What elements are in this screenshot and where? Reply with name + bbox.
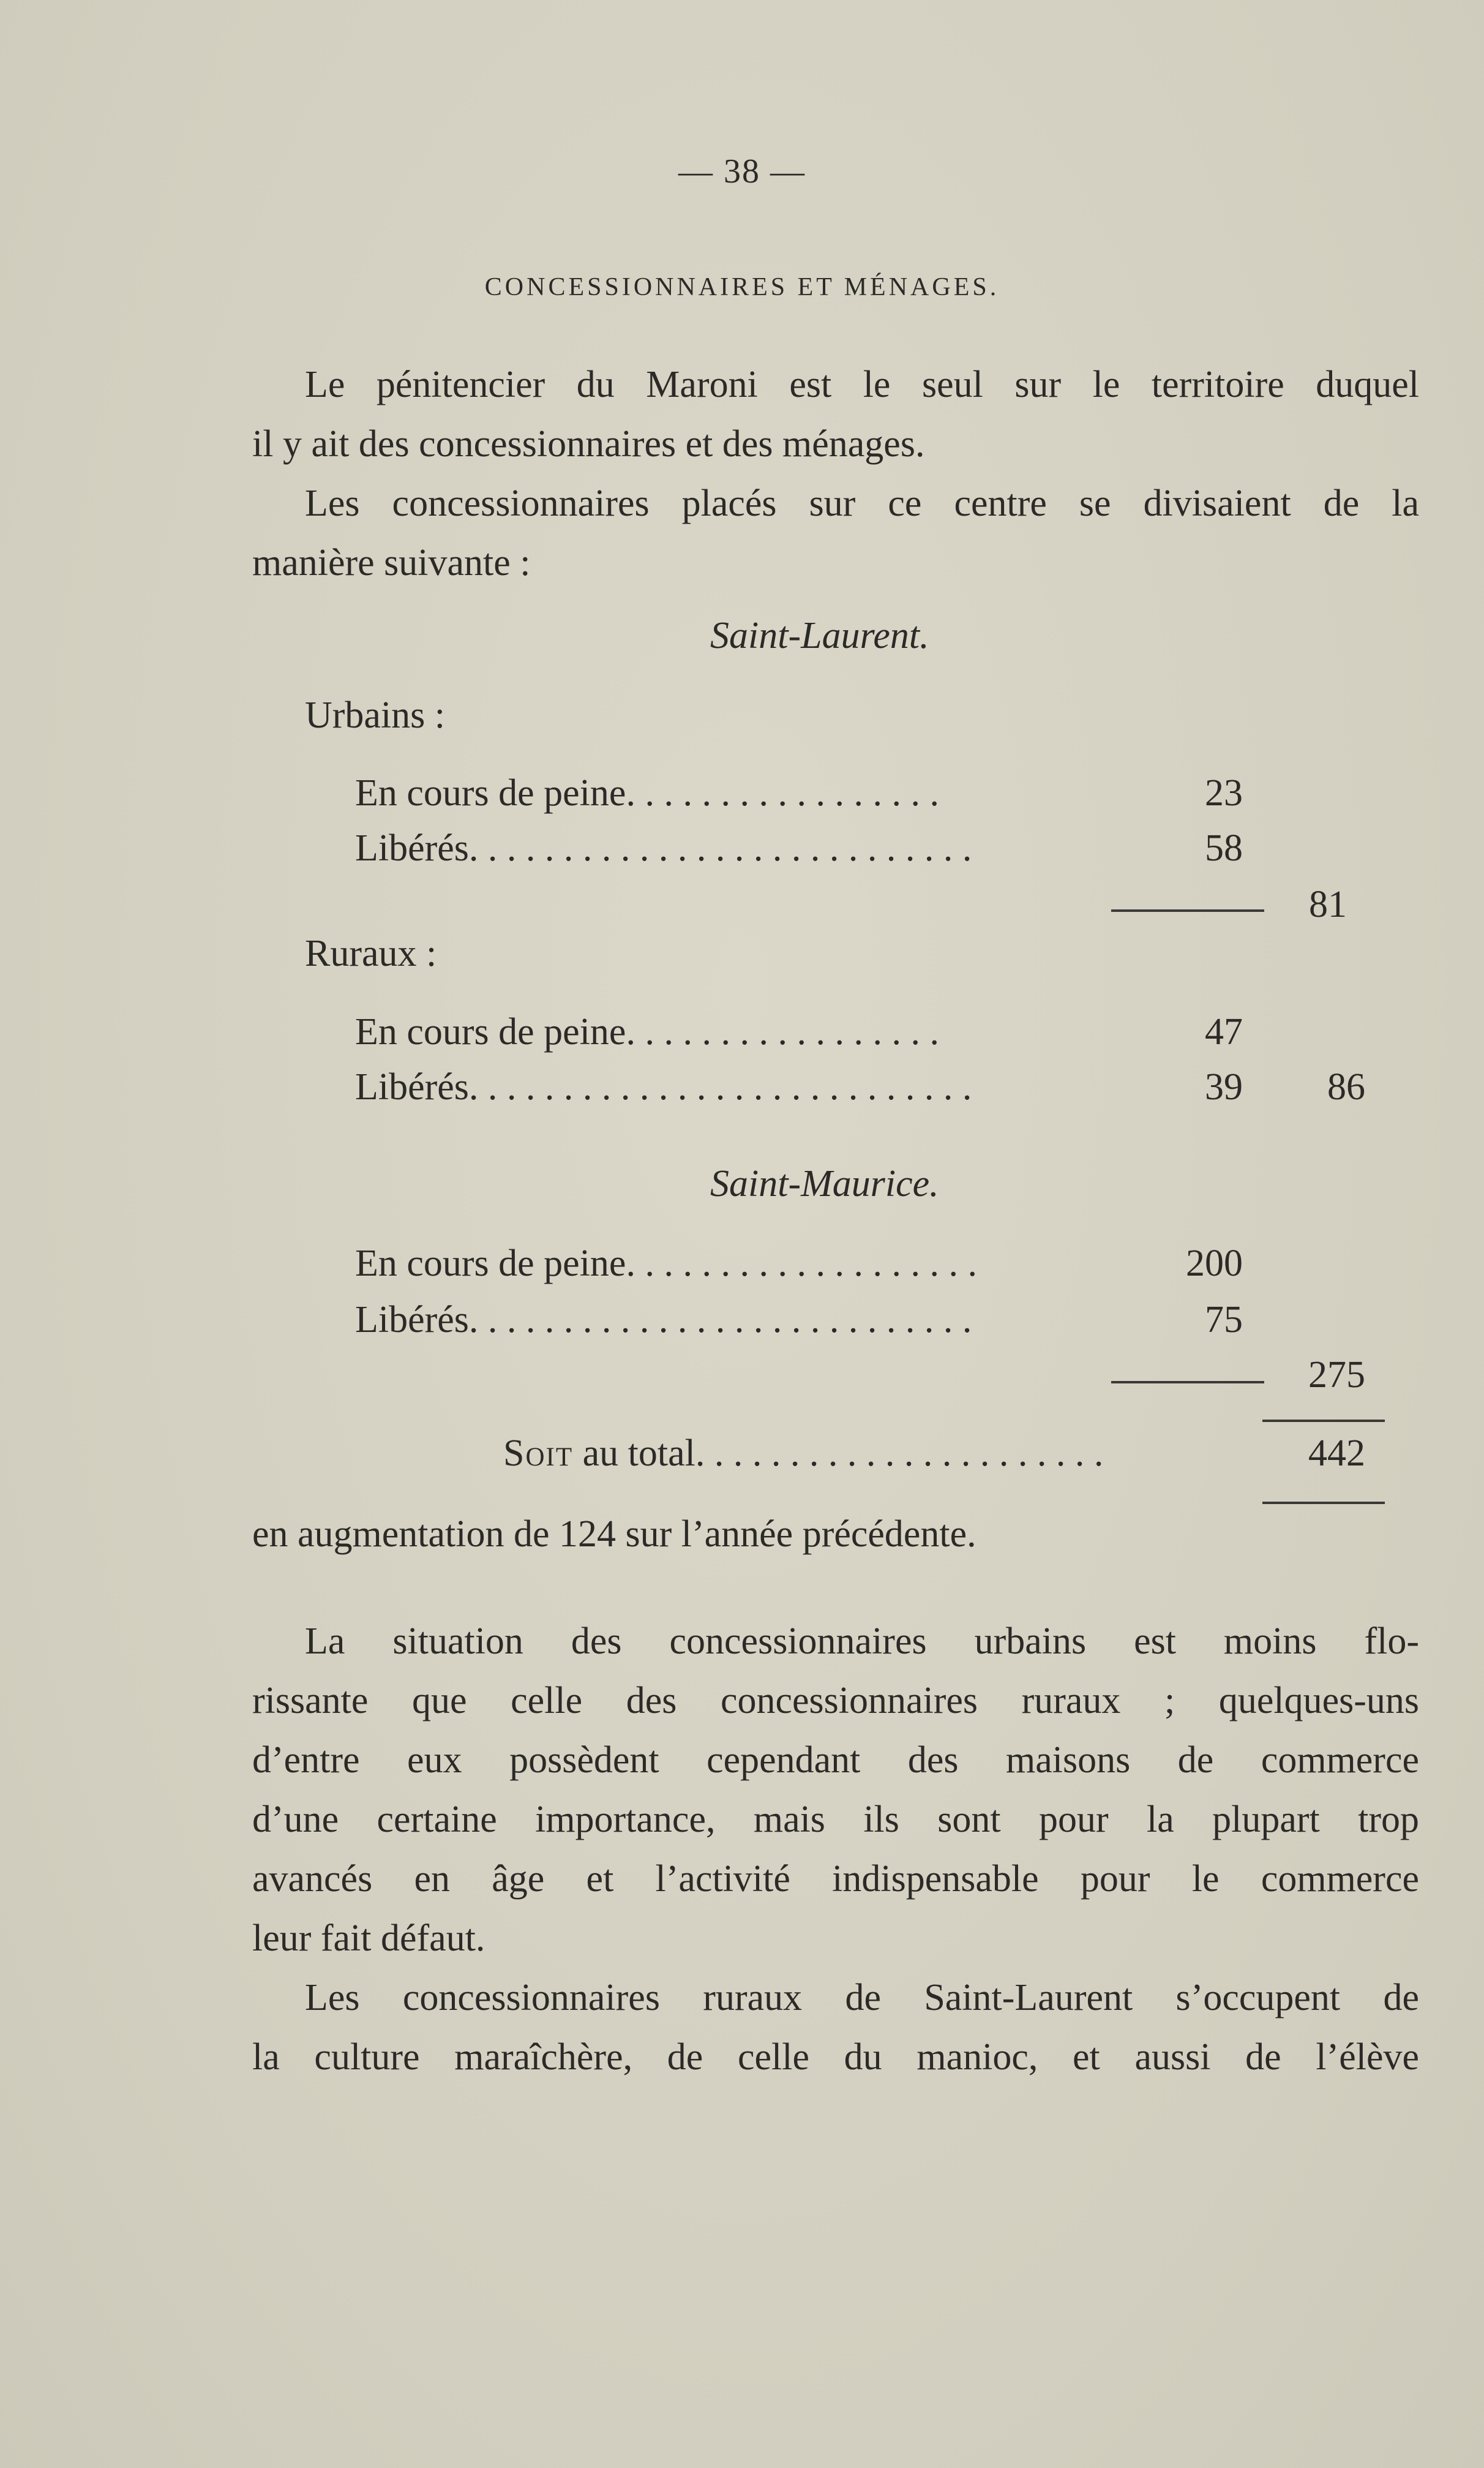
body-line: avancés en âge et l’activité indispensable pour le commerce xyxy=(252,1858,1419,1900)
subtotal-rule xyxy=(1111,1381,1264,1383)
table-row-value: 39 xyxy=(1205,1066,1243,1108)
table-row-label: Libérés. . . . . . . . . . . . . . . . . . . . . . . . . . . xyxy=(355,1299,972,1341)
after-total-text: en augmentation de 124 sur l’année précédente. xyxy=(252,1513,976,1555)
table-row-label: En cours de peine. . . . . . . . . . . . . . . . . . . xyxy=(355,1243,977,1284)
body-line: d’une certaine importance, mais ils sont pour la plupart trop xyxy=(252,1799,1419,1840)
grand-total: 442 xyxy=(1308,1432,1365,1474)
table-row-value: 47 xyxy=(1205,1011,1243,1053)
paragraph-situation xyxy=(252,1612,1419,1968)
body-line: d’entre eux possèdent cependant des maisons de commerce xyxy=(252,1739,1419,1781)
paragraph-ruraux xyxy=(252,1968,1419,2087)
total-label-rest: au total. . . . . . . . . . . . . . . . . . . . . . xyxy=(573,1432,1104,1474)
page-number: — 38 — xyxy=(678,152,806,190)
subtotal-rule xyxy=(1111,909,1264,912)
intro-line: manière suivante : xyxy=(252,542,531,584)
total-rule-bottom xyxy=(1262,1502,1385,1504)
saint-maurice-subtotal: 275 xyxy=(1308,1354,1365,1396)
intro-line: Les concessionnaires placés sur ce centre se divisaient de la xyxy=(305,483,1419,524)
table-row-value: 200 xyxy=(1186,1243,1243,1284)
table-row-label: Libérés. . . . . . . . . . . . . . . . . . . . . . . . . . . xyxy=(355,827,972,869)
table-row-value: 58 xyxy=(1205,827,1243,869)
saint-maurice-heading: Saint-Maurice. xyxy=(710,1163,939,1205)
total-label-prefix: Soit xyxy=(503,1432,574,1474)
body-line: Les concessionnaires ruraux de Saint-Laurent s’occupent de xyxy=(305,1977,1419,2018)
table-row-value: 23 xyxy=(1205,772,1243,814)
total-label xyxy=(503,1432,1103,1475)
total-rule-top xyxy=(1262,1420,1385,1422)
table-row-label: En cours de peine. . . . . . . . . . . . . . . . . xyxy=(355,1011,939,1053)
body-line: la culture maraîchère, de celle du manioc, et aussi de l’élève xyxy=(252,2036,1419,2078)
body-line: La situation des concessionnaires urbains est moins flo- xyxy=(305,1620,1419,1662)
intro-paragraphs xyxy=(252,355,1419,593)
section-title: CONCESSIONNAIRES ET MÉNAGES. xyxy=(484,273,1000,301)
ruraux-label: Ruraux : xyxy=(305,933,437,974)
intro-line: Le pénitencier du Maroni est le seul sur le territoire duquel xyxy=(305,364,1419,405)
body-line: leur fait défaut. xyxy=(252,1917,485,1959)
table-row-label: En cours de peine. . . . . . . . . . . . . . . . . xyxy=(355,772,939,814)
urbains-subtotal: 81 xyxy=(1309,884,1347,925)
ruraux-subtotal: 86 xyxy=(1327,1066,1365,1108)
saint-laurent-heading: Saint-Laurent. xyxy=(710,615,929,657)
body-line: rissante que celle des concessionnaires ruraux ; quelques-uns xyxy=(252,1680,1419,1721)
table-row-label: Libérés. . . . . . . . . . . . . . . . . . . . . . . . . . . xyxy=(355,1066,972,1108)
intro-line: il y ait des concessionnaires et des ménages. xyxy=(252,423,925,465)
table-row-value: 75 xyxy=(1205,1299,1243,1341)
urbains-label: Urbains : xyxy=(305,694,446,736)
